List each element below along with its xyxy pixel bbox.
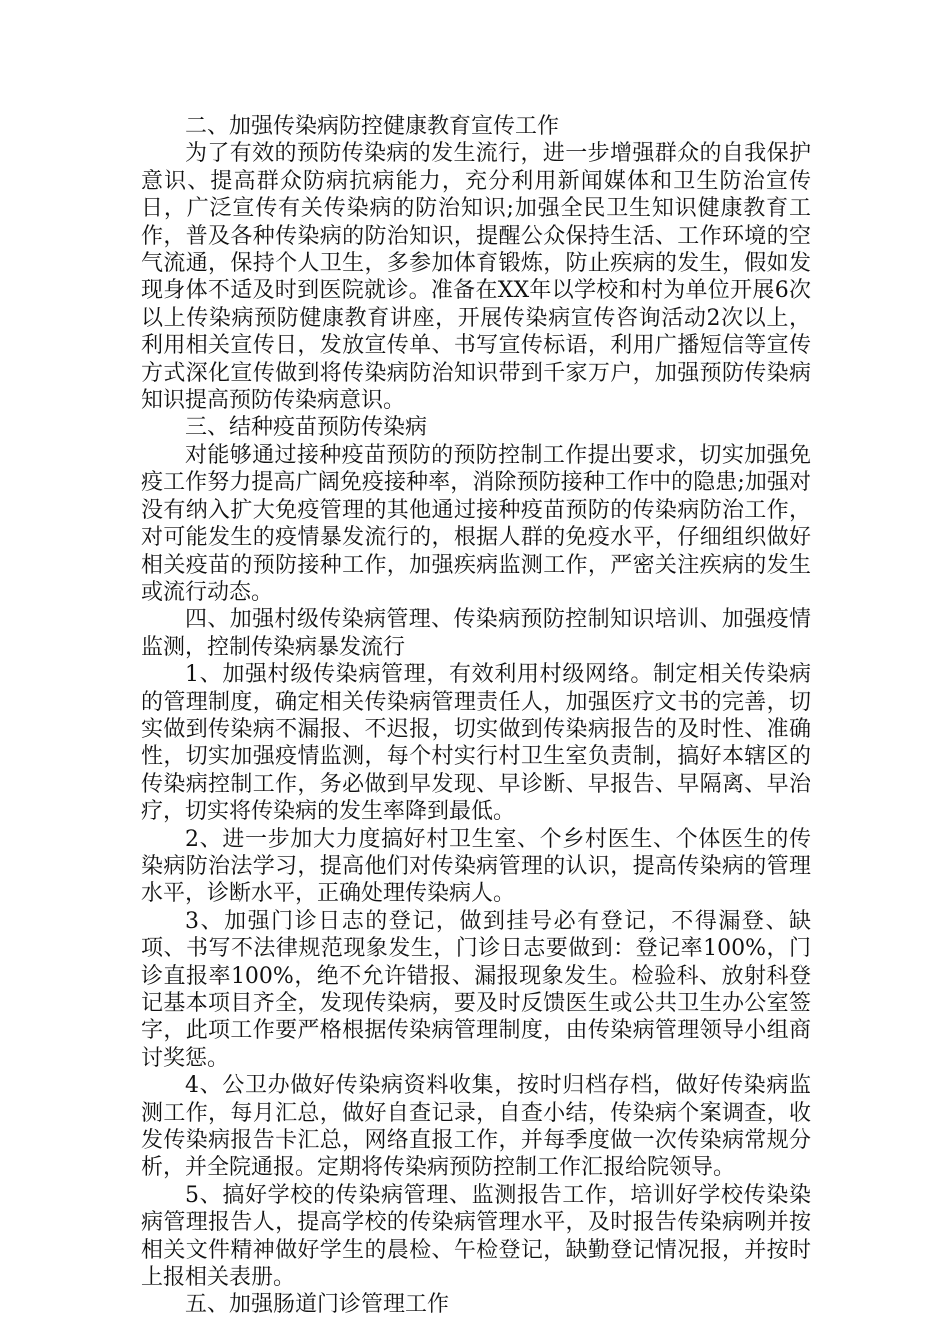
- list-item-4: 4、公卫办做好传染病资料收集，按时归档存档，做好传染病监测工作，每月汇总，做好自查记录，自查小结，传染病个案调查，收发传染病报告卡汇总，网络直报工作，并每季度做一次传染病常规分析，并全院通报。定期将传染病预防控制工作汇报给院领导。: [141, 1073, 811, 1181]
- paragraph-health-education: 为了有效的预防传染病的发生流行，进一步增强群众的自我保护意识、提高群众防病抗病能力，充分利用新闻媒体和卫生防治宣传日，广泛宣传有关传染病的防治知识;加强全民卫生知识健康教育工作，普及各种传染病的防治知识，提醒公众保持生活、工作环境的空气流通，保持个人卫生，多参加体育锻炼，防止疾病的发生，假如发现身体不适及时到医院就诊。准备在XX年以学校和村为单位开展6次以上传染病预防健康教育讲座，开展传染病宣传咨询活动2次以上，利用相关宣传日，发放宣传单、书写宣传标语，利用广播短信等宣传方式深化宣传做到将传染病防治知识带到千家万户，加强预防传染病知识提高预防传染病意识。: [141, 141, 811, 414]
- list-item-5: 5、搞好学校的传染病管理、监测报告工作，培训好学校传染染病管理报告人，提高学校的传染病管理水平，及时报告传染病咧并按相关文件精神做好学生的晨检、午检登记，缺勤登记情况报，并按时上报相关表册。: [141, 1182, 811, 1291]
- document-body: [141, 113, 811, 1319]
- section-heading-5: 五、加强肠道门诊管理工作: [185, 1292, 450, 1318]
- section-heading-2: 二、加强传染病防控健康教育宣传工作: [185, 114, 560, 139]
- list-item-2: 2、进一步加大力度搞好村卫生室、个乡村医生、个体医生的传染病防治法学习，提高他们对传染病管理的认识，提高传染病的管理水平，诊断水平，正确处理传染病人。: [141, 826, 811, 907]
- list-item-1: 1、加强村级传染病管理，有效利用村级网络。制定相关传染病的管理制度，确定相关传染病管理责任人，加强医疗文书的完善，切实做到传染病不漏报、不迟报，切实做到传染病报告的及时性、准确性，切实加强疫情监测，每个村实行村卫生室负责制，搞好本辖区的传染病控制工作，务必做到早发现、早诊断、早报告、早隔离、早治疗，切实将传染病的发生率降到最低。: [141, 662, 811, 825]
- paragraph-vaccination: 对能够通过接种疫苗预防的预防控制工作提出要求，切实加强免疫工作努力提高广阔免疫接种率，消除预防接种工作中的隐患;加强对没有纳入扩大免疫管理的其他通过接种疫苗预防的传染病防治工作，对可能发生的疫情暴发流行的，根据人群的免疫水平，仔细组织做好相关疫苗的预防接种工作，加强疾病监测工作，严密关注疾病的发生或流行动态。: [141, 442, 811, 605]
- section-heading-4: 四、加强村级传染病管理、传染病预防控制知识培训、加强疫情监测，控制传染病暴发流行: [141, 607, 811, 660]
- list-item-3: 3、加强门诊日志的登记，做到挂号必有登记，不得漏登、缺项、书写不法律规范现象发生，门诊日志要做到：登记率100%，门诊直报率100%，绝不允许错报、漏报现象发生。检验科、放射科登记基本项目齐全，发现传染病，要及时反馈医生或公共卫生办公室签字，此项工作要严格根据传染病管理制度，由传染病管理领导小组商讨奖惩。: [141, 908, 811, 1071]
- section-heading-3: 三、结种疫苗预防传染病: [185, 415, 428, 441]
